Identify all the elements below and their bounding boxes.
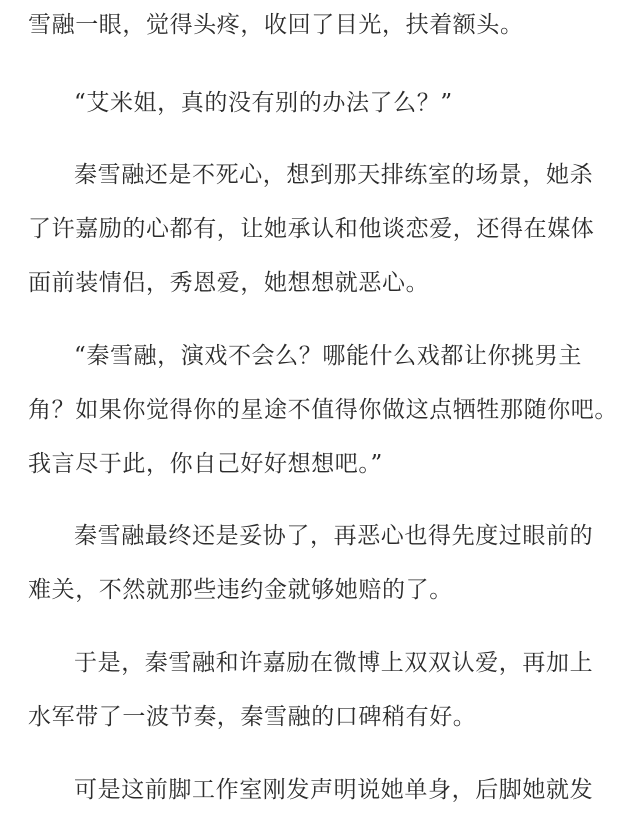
text-line: 可是这前脚工作室刚发声明说她单身，后脚她就发 — [74, 777, 594, 803]
text-line: 难关，不然就那些违约金就够她赔的了。 — [28, 577, 453, 603]
text-line: 水军带了一波节奏，秦雪融的口碑稍有好。 — [28, 704, 477, 730]
text-line: 雪融一眼，觉得头疼，收回了目光，扶着额头。 — [28, 12, 524, 38]
text-line: 角？如果你觉得你的星途不值得你做这点牺牲那随你吧。 — [28, 397, 618, 423]
text-line: 面前装情侣，秀恩爱，她想想就恶心。 — [28, 270, 430, 296]
text-line: “秦雪融，演戏不会么？哪能什么戏都让你挑男主 — [74, 343, 582, 369]
text-line: “艾米姐，真的没有别的办法了么？” — [74, 90, 453, 116]
text-line: 秦雪融最终还是妥协了，再恶心也得先度过眼前的 — [74, 523, 594, 549]
text-line: 秦雪融还是不死心，想到那天排练室的场景，她杀 — [74, 162, 594, 188]
text-line: 于是，秦雪融和许嘉励在微博上双双认爱，再加上 — [74, 650, 594, 676]
text-line: 我言尽于此，你自己好好想想吧。” — [28, 451, 383, 477]
text-line: 了许嘉励的心都有，让她承认和他谈恋爱，还得在媒体 — [28, 216, 595, 242]
